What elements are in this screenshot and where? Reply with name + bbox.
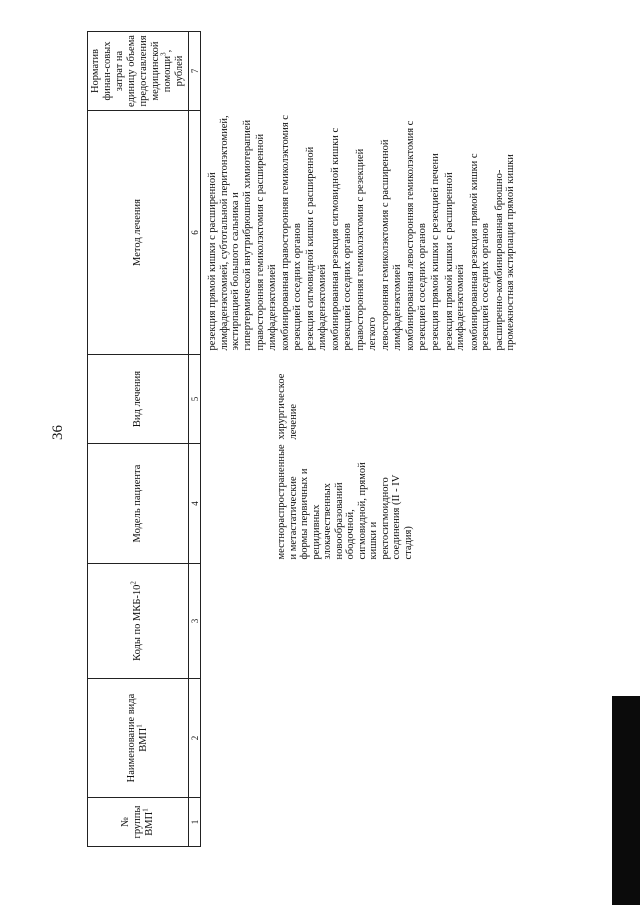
column-number-row <box>189 32 201 847</box>
cell-cost-norm <box>201 32 519 111</box>
scan-black-edge <box>612 696 640 905</box>
header-vmp-name: Наименование вида ВМП$^1$ <box>88 679 189 798</box>
column-number: 7 <box>189 32 201 111</box>
cell-empty <box>201 798 519 847</box>
method-item: резекция прямой кишки с расширенной лимфаденэктомией <box>443 172 466 351</box>
method-item: комбинированная резекция прямой кишки с резекцией соседних органов <box>468 153 491 351</box>
header-patient-model: Модель пациента <box>88 444 189 564</box>
column-number: 3 <box>189 564 201 679</box>
column-number: 2 <box>189 679 201 798</box>
column-number: 1 <box>189 798 201 847</box>
method-item: комбинированная левосторонняя гемиколэктомия с резекцией соседних органов <box>405 120 428 351</box>
method-item: комбинированная резекция сигмовидной кишки с резекцией соседних органов <box>330 127 353 351</box>
method-item: резекция прямой кишки с расширенной лимфаденэктомией, субтотальной перитонэктомией, экстирпацией большого сальника и гипертермической внутрибрюшной химиотерапией <box>207 115 253 351</box>
cell-empty <box>201 564 519 679</box>
header-icd-codes: Коды по МКБ-$10^2$ <box>88 564 189 679</box>
cell-empty <box>201 679 519 798</box>
method-item: резекция прямой кишки с резекцией печени <box>430 153 441 351</box>
cell-treatment-type: хирургическое лечение <box>276 373 299 440</box>
header-row <box>88 32 189 847</box>
method-item: левосторонняя гемиколэктомия с расширенной лимфаденэктомией <box>380 139 403 351</box>
method-item: комбинированная правосторонняя гемиколэктомия с резекцией соседних органов <box>280 115 303 351</box>
method-item: правосторонняя гемиколэктомия с расширенной лимфаденэктомией <box>255 133 278 351</box>
rotated-page-content <box>87 32 575 847</box>
cell-treatment-methods <box>201 111 519 355</box>
column-number: 6 <box>189 111 201 355</box>
header-group-number: № группы ВМП$^1$ <box>88 798 189 847</box>
header-treatment-method: Метод лечения <box>88 111 189 355</box>
column-number: 4 <box>189 444 201 564</box>
header-cost-norm: Норматив финан-совых затрат на единицу объема предоставления медицинской помощи$^3$, рублей <box>88 32 189 111</box>
method-item: резекция сигмовидной кишки с расширенной лимфаденэктомией <box>305 146 328 351</box>
table-row <box>201 32 519 847</box>
cell-patient-model: местнораспространенные и метастатические формы первичных и рецидивных злокачественных новообразований ободочной, сигмовидной, прямой кишки и ректосигмоидного соединения (II - IV стадия) <box>276 444 414 560</box>
page-number: 36 <box>50 425 66 440</box>
method-item: расширенно-комбинированная брюшно-промежностная экстирпация прямой кишки <box>493 154 516 351</box>
header-treatment-type: Вид лечения <box>88 355 189 444</box>
method-item: правосторонняя гемиколэктомия с резекцией легкого <box>355 148 378 351</box>
vmp-table <box>87 31 519 847</box>
column-number: 5 <box>189 355 201 444</box>
